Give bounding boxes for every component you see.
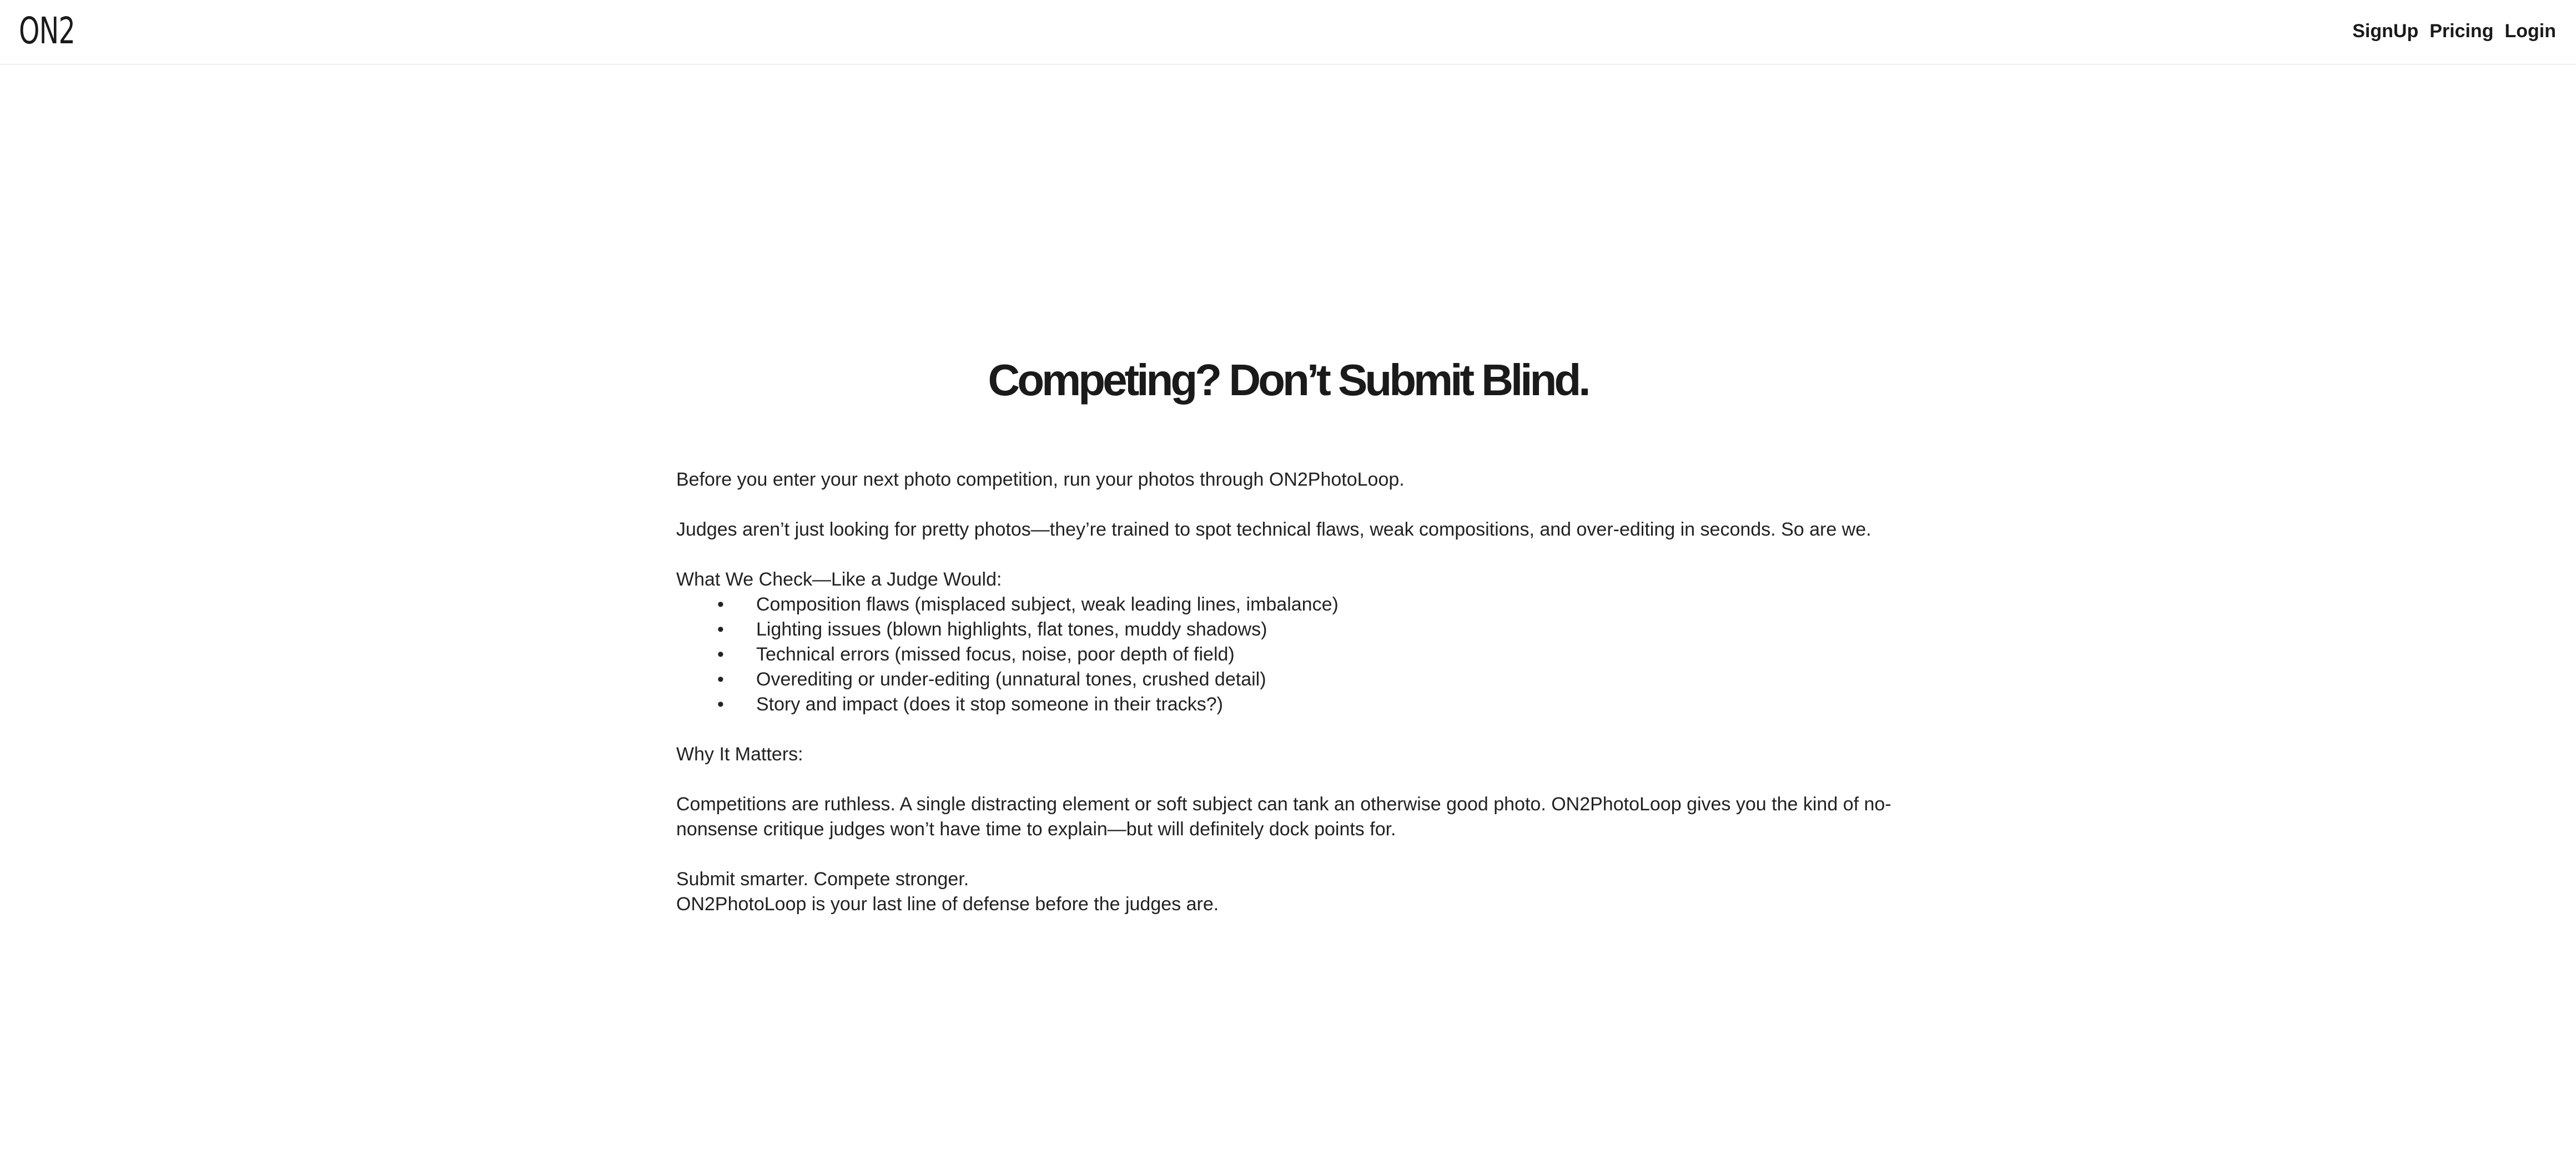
competitions-paragraph: Competitions are ruthless. A single distracting element or soft subject can tank an otherwise good photo. ON2PhotoLoop gives you the kind of no-nonsense critique judges won’t have time to explain—but will definitely dock points for. [676, 794, 1891, 840]
spacer [676, 492, 1920, 517]
pricing-link[interactable]: Pricing [2429, 21, 2494, 42]
spacer [676, 542, 1920, 567]
check-heading: What We Check—Like a Judge Would: [676, 569, 1002, 590]
check-list [676, 592, 1920, 717]
closing-line-1: Submit smarter. Compete stronger. [676, 869, 969, 890]
intro-paragraph: Before you enter your next photo competition, run your photos through ON2PhotoLoop. [676, 469, 1405, 490]
list-item [717, 617, 1920, 642]
list-item-text: Composition flaws (misplaced subject, weak leading lines, imbalance) [756, 594, 1339, 615]
closing-line-2: ON2PhotoLoop is your last line of defense before the judges are. [676, 894, 1219, 915]
judges-paragraph: Judges aren’t just looking for pretty photos—they’re trained to spot technical flaws, weak compositions, and over-editing in seconds. So are we. [676, 519, 1871, 540]
list-item [717, 592, 1920, 617]
why-heading: Why It Matters: [676, 744, 803, 765]
spacer [676, 767, 1920, 792]
bullet-icon: • [717, 669, 724, 690]
spacer [676, 842, 1920, 867]
bullet-icon: • [717, 694, 724, 715]
page-title: Competing? Don’t Submit Blind. [988, 355, 1588, 405]
list-item [717, 642, 1920, 667]
header-nav [2352, 18, 2556, 44]
login-link[interactable]: Login [2504, 21, 2556, 42]
on2-logo[interactable]: ON2 [19, 9, 76, 52]
spacer [676, 717, 1920, 742]
list-item-text: Lighting issues (blown highlights, flat tones, muddy shadows) [756, 619, 1267, 640]
list-item-text: Story and impact (does it stop someone in their tracks?) [756, 694, 1223, 715]
list-item-text: Overediting or under-editing (unnatural tones, crushed detail) [756, 669, 1266, 690]
list-item-text: Technical errors (missed focus, noise, poor depth of field) [756, 644, 1235, 665]
bullet-icon: • [717, 594, 724, 615]
bullet-icon: • [717, 644, 724, 665]
top-navigation-bar [0, 0, 2576, 65]
list-item [717, 667, 1920, 692]
signup-link[interactable]: SignUp [2352, 21, 2419, 42]
main-content [676, 467, 1920, 917]
bullet-icon: • [717, 619, 724, 640]
list-item [717, 692, 1920, 717]
